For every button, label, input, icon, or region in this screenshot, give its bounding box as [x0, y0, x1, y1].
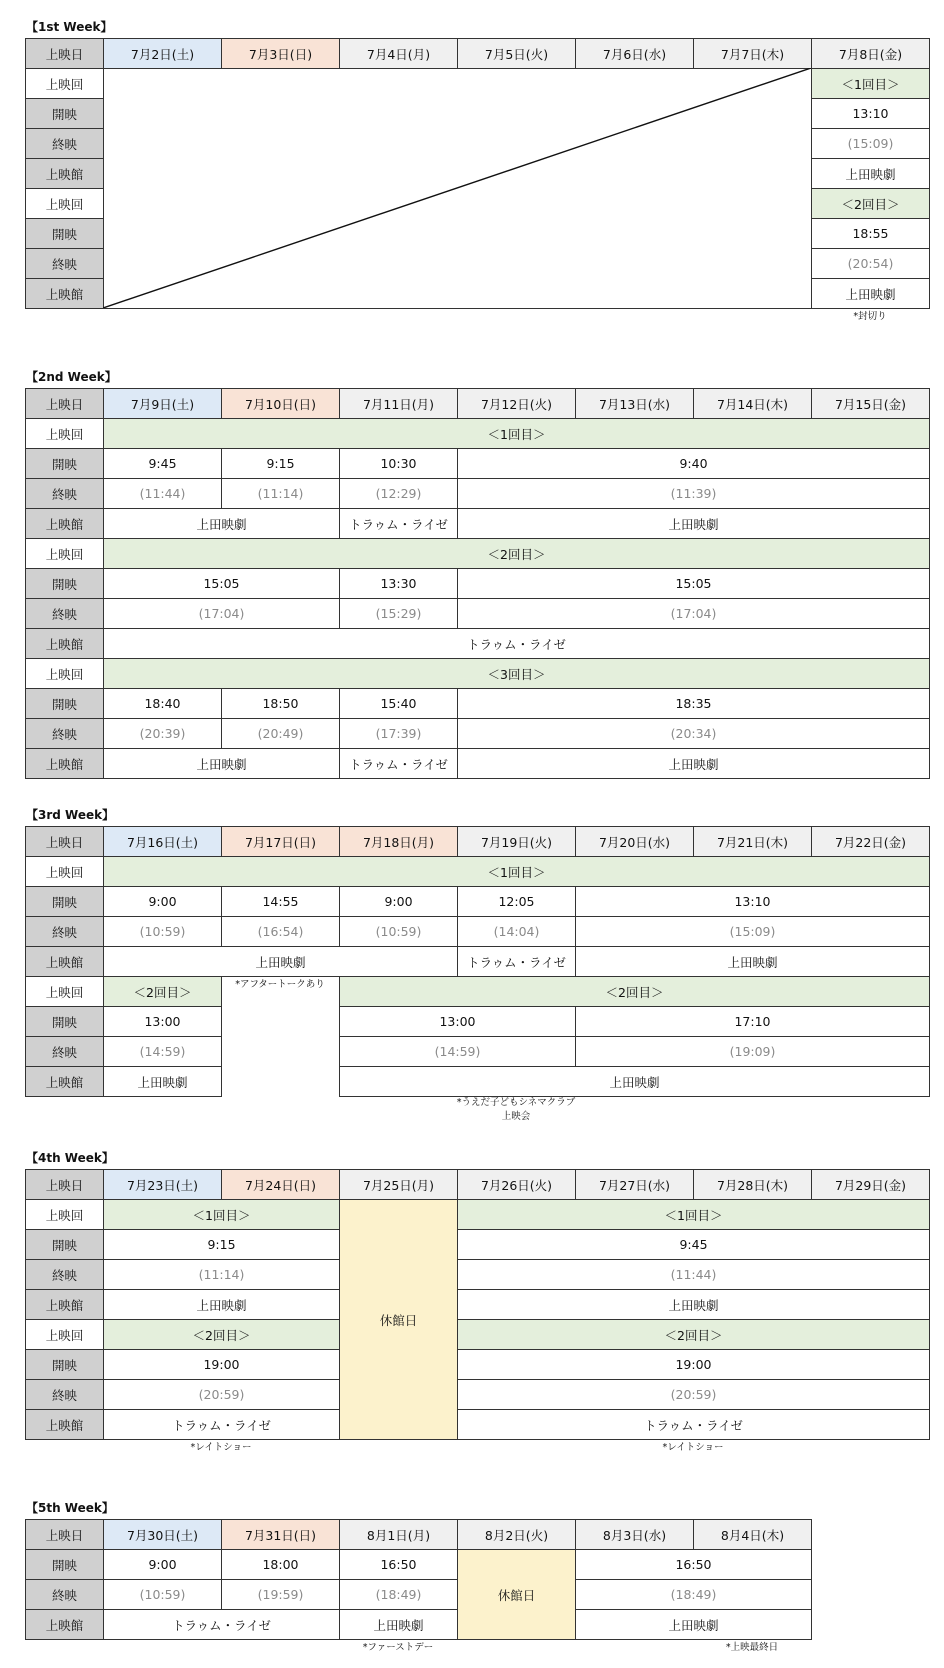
end-label: 終映: [26, 719, 104, 749]
week4-table: [25, 1169, 930, 1440]
date-cell: 7月19日(火): [458, 827, 576, 857]
date-cell: 7月7日(木): [694, 39, 812, 69]
end-time-cell: (10:59): [340, 917, 458, 947]
start-label: 開映: [26, 1007, 104, 1037]
end-time-cell: (20:59): [104, 1380, 340, 1410]
round-label: 上映回: [26, 1200, 104, 1230]
start-label: 開映: [26, 689, 104, 719]
week5-table: [25, 1519, 812, 1640]
date-cell: 7月3日(日): [222, 39, 340, 69]
week2-title: 【2nd Week】: [26, 370, 117, 384]
week2-table: [25, 388, 930, 779]
round-cell: ＜2回目＞: [812, 189, 930, 219]
venue-cell: 上田映劇: [458, 509, 930, 539]
round-cell: ＜1回目＞: [104, 419, 930, 449]
start-time-cell: 9:00: [340, 887, 458, 917]
end-time-cell: (20:59): [458, 1380, 930, 1410]
venue-cell: トラゥム・ライゼ: [104, 1410, 340, 1440]
start-time-cell: 18:35: [458, 689, 930, 719]
start-time-cell: 18:55: [812, 219, 930, 249]
end-time-cell: (17:39): [340, 719, 458, 749]
start-time-cell: 10:30: [340, 449, 458, 479]
round-label: 上映回: [26, 659, 104, 689]
start-time-cell: 13:30: [340, 569, 458, 599]
first-day-note: *ファーストデー: [362, 1642, 434, 1653]
end-time-cell: (12:29): [340, 479, 458, 509]
end-time-cell: (20:54): [812, 249, 930, 279]
late-show-note: *レイトショー: [662, 1442, 724, 1453]
venue-cell: 上田映劇: [104, 509, 340, 539]
date-cell: 7月15日(金): [812, 389, 930, 419]
date-label: 上映日: [26, 389, 104, 419]
round-cell: ＜1回目＞: [458, 1200, 930, 1230]
start-time-cell: 15:05: [104, 569, 340, 599]
date-cell: 7月10日(日): [222, 389, 340, 419]
end-label: 終映: [26, 479, 104, 509]
start-time-cell: 18:50: [222, 689, 340, 719]
date-cell: 7月13日(水): [576, 389, 694, 419]
round-label: 上映回: [26, 69, 104, 99]
start-time-cell: 9:45: [458, 1230, 930, 1260]
venue-cell: 上田映劇: [576, 947, 930, 977]
end-time-cell: (15:09): [812, 129, 930, 159]
venue-label: 上映館: [26, 159, 104, 189]
date-cell: 8月1日(月): [340, 1520, 458, 1550]
end-time-cell: (14:59): [340, 1037, 576, 1067]
end-label: 終映: [26, 1380, 104, 1410]
date-cell: 7月8日(金): [812, 39, 930, 69]
date-cell: 7月11日(月): [340, 389, 458, 419]
date-cell: 7月28日(木): [694, 1170, 812, 1200]
week1-table: [25, 38, 930, 309]
end-time-cell: (18:49): [340, 1580, 458, 1610]
late-show-note: *レイトショー: [190, 1442, 252, 1453]
start-time-cell: 9:45: [104, 449, 222, 479]
end-time-cell: (11:44): [104, 479, 222, 509]
date-cell: 7月25日(月): [340, 1170, 458, 1200]
start-label: 開映: [26, 1350, 104, 1380]
start-time-cell: 18:40: [104, 689, 222, 719]
date-cell: 7月2日(土): [104, 39, 222, 69]
venue-label: 上映館: [26, 1067, 104, 1097]
empty-gap: [222, 977, 340, 1097]
date-cell: 7月6日(水): [576, 39, 694, 69]
venue-cell: 上田映劇: [104, 1290, 340, 1320]
final-day-note: *上映最終日: [725, 1642, 779, 1653]
date-label: 上映日: [26, 1170, 104, 1200]
round-label: 上映回: [26, 1320, 104, 1350]
start-time-cell: 9:00: [104, 887, 222, 917]
venue-cell: トラゥム・ライゼ: [340, 509, 458, 539]
start-time-cell: 9:15: [104, 1230, 340, 1260]
start-time-cell: 18:00: [222, 1550, 340, 1580]
end-time-cell: (11:39): [458, 479, 930, 509]
round-label: 上映回: [26, 857, 104, 887]
date-cell: 8月2日(火): [458, 1520, 576, 1550]
venue-label: 上映館: [26, 629, 104, 659]
date-cell: 7月9日(土): [104, 389, 222, 419]
week3-title: 【3rd Week】: [26, 808, 115, 822]
venue-cell: 上田映劇: [340, 1610, 458, 1640]
start-time-cell: 12:05: [458, 887, 576, 917]
start-time-cell: 16:50: [576, 1550, 812, 1580]
week3-table: [25, 826, 930, 1097]
start-time-cell: 19:00: [104, 1350, 340, 1380]
end-time-cell: (11:14): [222, 479, 340, 509]
date-cell: 7月24日(日): [222, 1170, 340, 1200]
end-time-cell: (14:04): [458, 917, 576, 947]
date-cell: 7月5日(火): [458, 39, 576, 69]
start-time-cell: 9:40: [458, 449, 930, 479]
release-note: *封切り: [853, 311, 887, 322]
start-time-cell: 13:00: [104, 1007, 222, 1037]
round-cell: ＜1回目＞: [104, 857, 930, 887]
end-time-cell: (15:09): [576, 917, 930, 947]
start-time-cell: 13:00: [340, 1007, 576, 1037]
date-cell: 7月29日(金): [812, 1170, 930, 1200]
venue-cell: 上田映劇: [104, 1067, 222, 1097]
after-talk-note: *アフタートークあり: [235, 979, 325, 990]
date-cell: 7月4日(月): [340, 39, 458, 69]
venue-cell: トラゥム・ライゼ: [104, 629, 930, 659]
venue-cell: 上田映劇: [458, 749, 930, 779]
end-time-cell: (17:04): [104, 599, 340, 629]
round-cell: ＜2回目＞: [104, 977, 222, 1007]
round-cell: ＜1回目＞: [812, 69, 930, 99]
date-cell: 7月16日(土): [104, 827, 222, 857]
end-time-cell: (10:59): [104, 917, 222, 947]
venue-label: 上映館: [26, 749, 104, 779]
start-time-cell: 13:10: [576, 887, 930, 917]
round-cell: ＜2回目＞: [458, 1320, 930, 1350]
end-label: 終映: [26, 1580, 104, 1610]
date-label: 上映日: [26, 1520, 104, 1550]
start-label: 開映: [26, 569, 104, 599]
date-cell: 7月23日(土): [104, 1170, 222, 1200]
start-label: 開映: [26, 99, 104, 129]
round-label: 上映回: [26, 977, 104, 1007]
date-cell: 7月14日(木): [694, 389, 812, 419]
round-cell: ＜2回目＞: [340, 977, 930, 1007]
end-time-cell: (11:44): [458, 1260, 930, 1290]
start-time-cell: 13:10: [812, 99, 930, 129]
date-cell: 7月26日(火): [458, 1170, 576, 1200]
venue-cell: 上田映劇: [576, 1610, 812, 1640]
venue-cell: 上田映劇: [812, 159, 930, 189]
date-cell: 7月22日(金): [812, 827, 930, 857]
round-cell: ＜2回目＞: [104, 1320, 340, 1350]
round-cell: ＜2回目＞: [104, 539, 930, 569]
date-label: 上映日: [26, 827, 104, 857]
date-cell: 8月4日(木): [694, 1520, 812, 1550]
no-screening-area: [104, 69, 812, 309]
week1-title: 【1st Week】: [26, 20, 113, 34]
venue-label: 上映館: [26, 947, 104, 977]
end-time-cell: (10:59): [104, 1580, 222, 1610]
end-label: 終映: [26, 599, 104, 629]
date-cell: 7月18日(月): [340, 827, 458, 857]
date-cell: 7月27日(水): [576, 1170, 694, 1200]
venue-cell: トラゥム・ライゼ: [458, 947, 576, 977]
start-time-cell: 15:40: [340, 689, 458, 719]
date-cell: 7月31日(日): [222, 1520, 340, 1550]
date-cell: 7月12日(火): [458, 389, 576, 419]
venue-label: 上映館: [26, 1290, 104, 1320]
start-time-cell: 15:05: [458, 569, 930, 599]
closed-day-cell: 休館日: [458, 1550, 576, 1640]
kids-cinema-club-note-2: 上映会: [501, 1111, 531, 1122]
venue-cell: 上田映劇: [812, 279, 930, 309]
start-time-cell: 19:00: [458, 1350, 930, 1380]
venue-cell: トラゥム・ライゼ: [340, 749, 458, 779]
venue-cell: 上田映劇: [104, 947, 458, 977]
venue-cell: トラゥム・ライゼ: [104, 1610, 340, 1640]
date-cell: 7月21日(木): [694, 827, 812, 857]
start-time-cell: 9:00: [104, 1550, 222, 1580]
date-label: 上映日: [26, 39, 104, 69]
week4-title: 【4th Week】: [26, 1151, 114, 1165]
start-label: 開映: [26, 1230, 104, 1260]
closed-day-cell: 休館日: [340, 1200, 458, 1440]
start-time-cell: 9:15: [222, 449, 340, 479]
start-label: 開映: [26, 219, 104, 249]
end-time-cell: (11:14): [104, 1260, 340, 1290]
start-label: 開映: [26, 887, 104, 917]
end-label: 終映: [26, 129, 104, 159]
end-time-cell: (15:29): [340, 599, 458, 629]
end-time-cell: (20:34): [458, 719, 930, 749]
date-cell: 7月20日(水): [576, 827, 694, 857]
venue-label: 上映館: [26, 509, 104, 539]
end-time-cell: (19:09): [576, 1037, 930, 1067]
round-cell: ＜3回目＞: [104, 659, 930, 689]
venue-label: 上映館: [26, 1610, 104, 1640]
end-label: 終映: [26, 1037, 104, 1067]
start-time-cell: 16:50: [340, 1550, 458, 1580]
end-label: 終映: [26, 917, 104, 947]
round-label: 上映回: [26, 419, 104, 449]
end-time-cell: (20:39): [104, 719, 222, 749]
venue-cell: トラゥム・ライゼ: [458, 1410, 930, 1440]
end-time-cell: (20:49): [222, 719, 340, 749]
end-time-cell: (19:59): [222, 1580, 340, 1610]
venue-cell: 上田映劇: [104, 749, 340, 779]
kids-cinema-club-note: *うえだ子どもシネマクラブ: [456, 1097, 576, 1108]
start-label: 開映: [26, 449, 104, 479]
date-cell: 8月3日(水): [576, 1520, 694, 1550]
round-label: 上映回: [26, 189, 104, 219]
end-label: 終映: [26, 1260, 104, 1290]
end-time-cell: (14:59): [104, 1037, 222, 1067]
end-time-cell: (18:49): [576, 1580, 812, 1610]
week5-title: 【5th Week】: [26, 1501, 114, 1515]
venue-label: 上映館: [26, 279, 104, 309]
venue-label: 上映館: [26, 1410, 104, 1440]
date-cell: 7月17日(日): [222, 827, 340, 857]
venue-cell: 上田映劇: [340, 1067, 930, 1097]
start-label: 開映: [26, 1550, 104, 1580]
start-time-cell: 14:55: [222, 887, 340, 917]
end-time-cell: (16:54): [222, 917, 340, 947]
end-label: 終映: [26, 249, 104, 279]
start-time-cell: 17:10: [576, 1007, 930, 1037]
venue-cell: 上田映劇: [458, 1290, 930, 1320]
end-time-cell: (17:04): [458, 599, 930, 629]
round-label: 上映回: [26, 539, 104, 569]
round-cell: ＜1回目＞: [104, 1200, 340, 1230]
date-cell: 7月30日(土): [104, 1520, 222, 1550]
